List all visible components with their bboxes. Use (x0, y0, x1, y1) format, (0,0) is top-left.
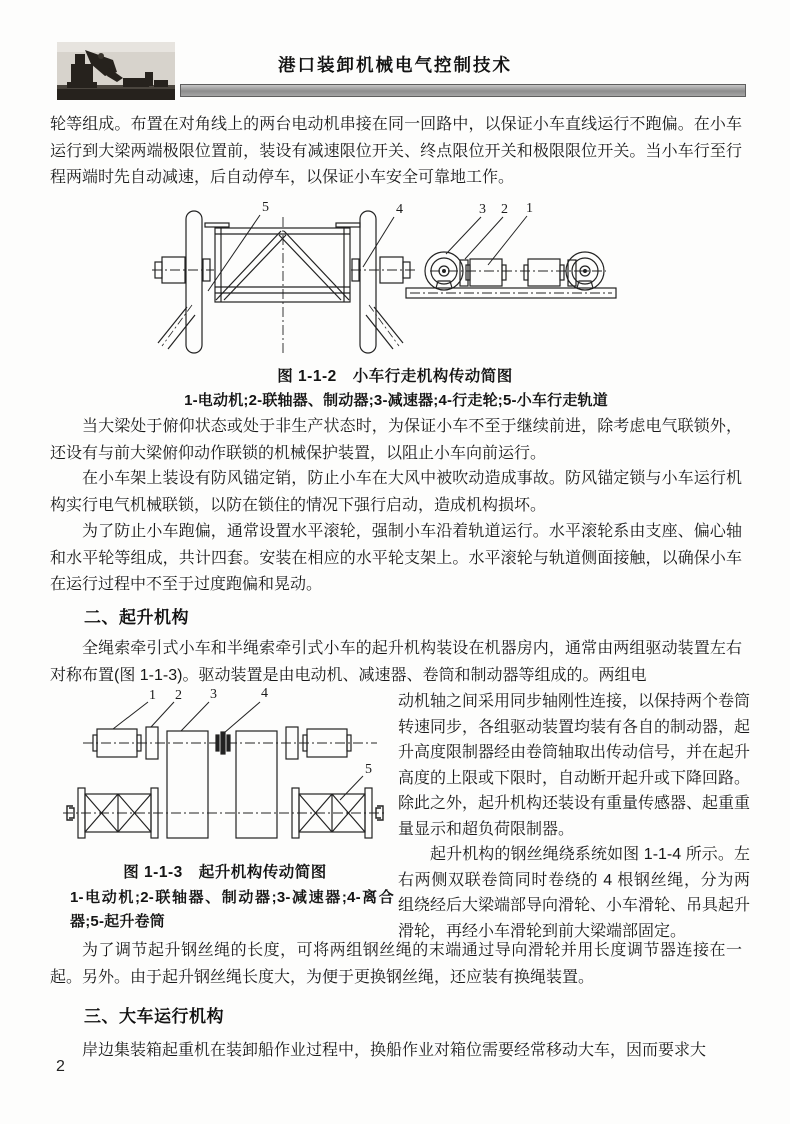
paragraph-rope-length-adjust: 为了调节起升钢丝绳的长度，可将两组钢丝绳的末端通过导向滑轮并用长度调节器连接在一起。另外。由于起升钢丝绳长度大，为便于更换钢丝绳，还应装有换绳装置。 (50, 942, 742, 986)
brake-wheel-left (425, 252, 463, 290)
motor-right (524, 259, 564, 286)
paragraph-rope-reeving: 起升机构的钢丝绳绕系统如图 1-1-4 所示。左右两侧双联卷筒同时卷绕的 4 根钢丝绳，分为两组绕经后大梁端部导向滑轮、小车滑轮、吊具起升滑轮，再经小车滑轮到前大梁端部固定。 (398, 846, 751, 940)
paragraph-storm-anchor: 在小车架上装设有防风锚定销，防止小车在大风中被吹动造成事故。防风锚定锁与小车运行机构实行电气机械联锁，以防在锁住的情况下强行启动，造成机构损坏。 (50, 470, 742, 514)
callout-1: 1 (526, 201, 533, 216)
paragraph-luffing-interlock: 当大梁处于俯仰状态或处于非生产状态时，为保证小车不至于继续前进，除考虑电气联锁外，还设有与前大梁俯仰动作联锁的机械保护装置，以阻止小车向前运行。 (50, 418, 742, 462)
paragraph-horizontal-rollers: 为了防止小车跑偏，通常设置水平滚轮，强制小车沿着轨道运行。水平滚轮系由支座、偏心轴和水平轮等组成，共计四套。安装在相应的水平轮支架上。水平滚轮与轨道侧面接触，以确保小车在运行过程中不至于过度跑偏和晃动。 (50, 523, 742, 593)
paragraph-trolley-travel: 轮等组成。布置在对角线上的两台电动机串接在同一回路中，以保证小车直线运行不跑偏。在小车运行到大梁两端极限位置前，装设有减速限位开关、终点限位开关和极限限位开关。当小车行至行程两端时先自动减速，后自动停车，以保证小车安全可靠地工作。 (50, 116, 742, 186)
paragraph-gantry-travel-intro: 岸边集装箱起重机在装卸船作业过程中，换船作业对箱位需要经常移动大车，因而要求大 (82, 1042, 707, 1059)
figure-1-1-2-legend: 1-电动机;2-联轴器、制动器;3-减速器;4-行走轮;5-小车行走轨道 (184, 392, 608, 409)
figure-1-1-3-drawing (55, 686, 395, 856)
header-rule-bar (180, 84, 746, 97)
callout-2: 2 (501, 202, 508, 217)
travel-wheel-left (186, 211, 202, 353)
section-heading-gantry-travel: 三、大车运行机构 (84, 1007, 224, 1026)
reducer-left (167, 731, 208, 838)
callout-5: 5 (262, 200, 269, 215)
page-number: 2 (56, 1058, 65, 1075)
callout-4: 4 (261, 686, 268, 701)
truss-frame (205, 223, 360, 302)
trolley-drive-side-view (406, 201, 616, 298)
hoist-text-column (398, 689, 750, 944)
paragraph-hoist-intro: 全绳索牵引式小车和半绳索牵引式小车的起升机构装设在机器房内，通常由两组驱动装置左右对称布置(图 1-1-3)。驱动装置是由电动机、减速器、卷筒和制动器等组成的。两组电 (50, 640, 742, 684)
paragraph-hoist-drives: 动机轴之间采用同步轴刚性连接，以保持两个卷筒转速同步，各组驱动装置均装有各自的制动器，起升高度限制器经由卷筒轴取出传动信号，并在起升高度的上限或下限时，自动断开起升或下降回路。除此之外，起升机构还装设有重量传感器、起重重量显示和超负荷限制器。 (398, 693, 751, 838)
callout-3: 3 (210, 687, 217, 702)
callout-1: 1 (149, 688, 156, 703)
section-heading-hoisting-mechanism: 二、起升机构 (84, 608, 189, 627)
callout-2: 2 (175, 688, 182, 703)
figure-1-1-3-legend: 1-电动机;2-联轴器、制动器;3-减速器;4-离合器;5-起升卷筒 (70, 889, 394, 930)
travel-wheel-right (360, 211, 376, 353)
support-brackets (158, 305, 403, 349)
brake-wheel-right (566, 252, 604, 290)
fig2-callouts-right (446, 201, 533, 265)
motor-left (466, 259, 506, 286)
figure-1-1-2-drawing (148, 197, 648, 365)
reducer-right (236, 731, 277, 838)
callout-5: 5 (365, 762, 372, 777)
page-header-book-title: 港口装卸机械电气控制技术 (278, 55, 512, 75)
callout-3: 3 (479, 202, 486, 217)
figure-1-1-3-caption: 图 1-1-3 起升机构传动简图 (123, 864, 327, 881)
trolley-front-view (152, 200, 416, 355)
clutch (216, 732, 230, 754)
callout-4: 4 (396, 202, 403, 217)
figure-1-1-2-caption: 图 1-1-2 小车行走机构传动简图 (277, 368, 513, 385)
